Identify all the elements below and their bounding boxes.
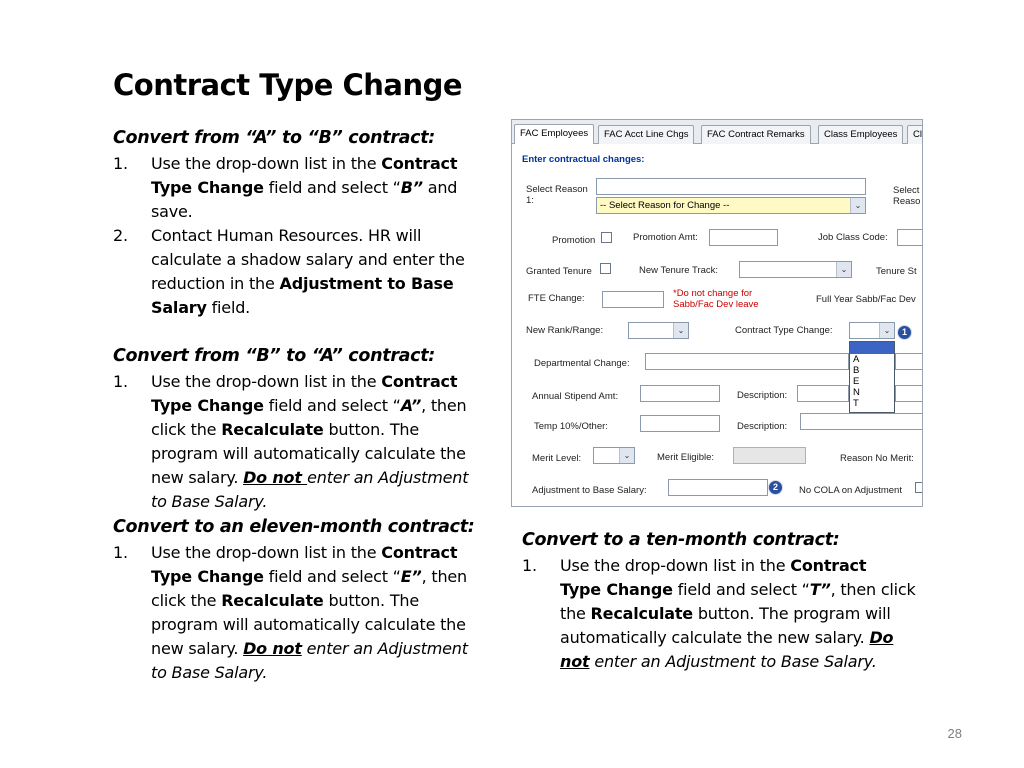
step-emphasis: not [560, 652, 590, 671]
tab-fac-contract-remarks[interactable]: FAC Contract Remarks [701, 125, 811, 144]
heading-eleven-month: Convert to an eleven-month contract: [113, 517, 475, 537]
step-text: field and select “ [263, 396, 401, 415]
description-label-1: Description: [737, 390, 788, 401]
step-text: program will automatically calculate the [151, 615, 466, 634]
step-emphasis: Do [869, 628, 894, 647]
step-text: automatically calculate the new salary. [560, 628, 870, 647]
step-text: and [422, 178, 458, 197]
step-number: 1. [113, 372, 128, 391]
fte-note-line-1: *Do not change for [673, 288, 753, 299]
promotion-checkbox[interactable] [601, 232, 612, 243]
step-bold-italic: A” [400, 396, 422, 415]
step-text: button. The [323, 591, 419, 610]
step-text: button. The program will [692, 604, 891, 623]
promotion-amt-label: Promotion Amt: [633, 232, 698, 243]
step-bold: Salary [151, 298, 207, 317]
step-italic: enter an Adjustment [307, 468, 469, 487]
dropdown-option-a[interactable]: A [853, 354, 860, 365]
tab-bar [512, 120, 922, 144]
select-reason-right-label: Select [893, 185, 920, 196]
no-cola-label: No COLA on Adjustment [799, 485, 902, 496]
step-bold-italic: B” [400, 178, 423, 197]
step-bold: Type Change [151, 396, 264, 415]
step-bold: Adjustment to Base [279, 274, 454, 293]
granted-tenure-checkbox[interactable] [600, 263, 611, 274]
select-reason-right-label-2: Reaso [893, 196, 921, 207]
step-text: field and select “ [263, 567, 401, 586]
step-italic: to Base Salary. [151, 663, 268, 682]
new-tenure-track-dropdown[interactable] [739, 261, 852, 278]
chevron-down-icon: ⌄ [619, 448, 634, 463]
chevron-down-icon: ⌄ [850, 198, 865, 213]
contract-type-options-list [849, 341, 895, 413]
step-bold: Type Change [151, 178, 264, 197]
tab-fac-acct-line-chgs[interactable]: FAC Acct Line Chgs [598, 125, 694, 144]
tab-content [512, 145, 922, 507]
new-tenure-track-label: New Tenure Track: [639, 265, 719, 276]
temp-other-input[interactable] [640, 415, 720, 432]
job-class-code-label: Job Class Code: [818, 232, 888, 243]
annual-stipend-amt-input[interactable] [640, 385, 720, 402]
step-number: 2. [113, 226, 128, 245]
tab-class-employees[interactable]: Class Employees [818, 125, 903, 144]
step-bold-italic: E” [400, 567, 422, 586]
step-text: , then [421, 396, 467, 415]
step-text: Use the drop-down list in the [151, 372, 382, 391]
dropdown-option-n[interactable]: N [853, 387, 860, 398]
new-rank-range-dropdown[interactable] [628, 322, 689, 339]
form-screenshot [511, 119, 923, 507]
tab-fac-employees[interactable]: FAC Employees [514, 124, 594, 144]
select-reason-value: -- Select Reason for Change -- [600, 200, 730, 211]
step-bold: Contract [381, 372, 458, 391]
dropdown-option-blank[interactable] [850, 342, 894, 354]
step-text: field. [206, 298, 251, 317]
heading-ten-month: Convert to a ten-month contract: [522, 530, 840, 550]
departmental-change-label: Departmental Change: [534, 358, 630, 369]
step-text: button. The [323, 420, 419, 439]
fte-change-input[interactable] [602, 291, 664, 308]
step-text: Contact Human Resources. HR will [151, 226, 422, 245]
job-class-code-input[interactable] [897, 229, 923, 246]
dropdown-option-b[interactable]: B [853, 365, 860, 376]
step-b-to-a-1 [113, 370, 493, 514]
step-text: , then click [830, 580, 916, 599]
form-heading: Enter contractual changes: [522, 154, 645, 165]
step-a-to-b-1 [113, 152, 493, 224]
step-eleven-1 [113, 541, 493, 685]
step-text: save. [151, 202, 193, 221]
step-bold: Type Change [560, 580, 673, 599]
dropdown-option-t[interactable]: T [853, 398, 859, 409]
step-bold: Type Change [151, 567, 264, 586]
slide-title: Contract Type Change [113, 68, 463, 102]
step-bold: Contract [381, 154, 458, 173]
adjustment-to-base-salary-input[interactable] [668, 479, 768, 496]
select-reason-label: Select Reason [526, 184, 588, 195]
step-text: Use the drop-down list in the [151, 154, 382, 173]
step-emphasis: Do not [243, 639, 302, 658]
step-text: Use the drop-down list in the [151, 543, 382, 562]
step-italic: to Base Salary. [151, 492, 268, 511]
promotion-label: Promotion [552, 235, 596, 246]
step-italic: enter an Adjustment to Base Salary. [589, 652, 877, 671]
full-year-sabb-label: Full Year Sabb/Fac Dev [816, 294, 916, 305]
step-number: 1. [113, 543, 128, 562]
description-input-2[interactable] [800, 413, 923, 430]
step-text: reduction in the [151, 274, 280, 293]
fte-note-line-2: Sabb/Fac Dev leave [673, 299, 759, 310]
step-number: 1. [522, 556, 537, 575]
granted-tenure-label: Granted Tenure [526, 266, 592, 277]
callout-badge-2: 2 [768, 480, 783, 495]
merit-level-dropdown[interactable] [593, 447, 635, 464]
contract-type-change-label: Contract Type Change: [735, 325, 833, 336]
step-bold: Contract [381, 543, 458, 562]
step-text: click the [151, 420, 222, 439]
step-text: field and select “ [672, 580, 810, 599]
step-text: calculate a shadow salary and enter the [151, 250, 465, 269]
merit-eligible-field [733, 447, 806, 464]
step-text: new salary. [151, 639, 244, 658]
reason-no-merit-label: Reason No Merit: [840, 453, 914, 464]
step-text: the [560, 604, 591, 623]
step-bold: Recalculate [221, 420, 324, 439]
select-reason-label-num: 1: [526, 195, 534, 206]
chevron-down-icon: ⌄ [836, 262, 851, 277]
chevron-down-icon: ⌄ [879, 323, 894, 338]
adjustment-to-base-salary-label: Adjustment to Base Salary: [532, 485, 647, 496]
step-text: click the [151, 591, 222, 610]
step-text: field and select “ [263, 178, 401, 197]
departmental-change-input-right[interactable] [895, 353, 923, 370]
step-ten-1 [522, 554, 922, 674]
step-text: program will automatically calculate the [151, 444, 466, 463]
heading-a-to-b: Convert from “A” to “B” contract: [113, 128, 435, 148]
step-italic: enter an Adjustment [301, 639, 468, 658]
temp-other-label: Temp 10%/Other: [534, 421, 608, 432]
new-rank-range-label: New Rank/Range: [526, 325, 604, 336]
callout-badge-1: 1 [897, 325, 912, 340]
departmental-change-input[interactable] [645, 353, 849, 370]
step-bold-italic: T” [809, 580, 831, 599]
step-bold: Recalculate [590, 604, 693, 623]
description-label-2: Description: [737, 421, 788, 432]
select-reason-dropdown[interactable] [596, 197, 866, 214]
step-text: , then [421, 567, 467, 586]
description-input-1[interactable] [797, 385, 849, 402]
promotion-amt-input[interactable] [709, 229, 778, 246]
select-reason-text-field[interactable] [596, 178, 866, 195]
fte-change-label: FTE Change: [528, 293, 585, 304]
chevron-down-icon: ⌄ [673, 323, 688, 338]
no-cola-checkbox[interactable] [915, 482, 923, 493]
merit-eligible-label: Merit Eligible: [657, 452, 715, 463]
step-bold: Contract [790, 556, 867, 575]
step-number: 1. [113, 154, 128, 173]
dropdown-option-e[interactable]: E [853, 376, 860, 387]
step-a-to-b-2 [113, 224, 493, 320]
heading-b-to-a: Convert from “B” to “A” contract: [113, 346, 435, 366]
contract-type-change-dropdown[interactable] [849, 322, 895, 339]
annual-stipend-amt-label: Annual Stipend Amt: [532, 391, 619, 402]
tab-cl[interactable]: Cl [907, 125, 923, 144]
step-emphasis: Do not [243, 468, 308, 487]
step-text: Use the drop-down list in the [560, 556, 791, 575]
step-bold: Recalculate [221, 591, 324, 610]
merit-level-label: Merit Level: [532, 453, 582, 464]
step-text: new salary. [151, 468, 244, 487]
description-input-1-right[interactable] [895, 385, 923, 402]
tenure-status-label: Tenure St [876, 266, 917, 277]
page-number: 28 [947, 726, 962, 741]
